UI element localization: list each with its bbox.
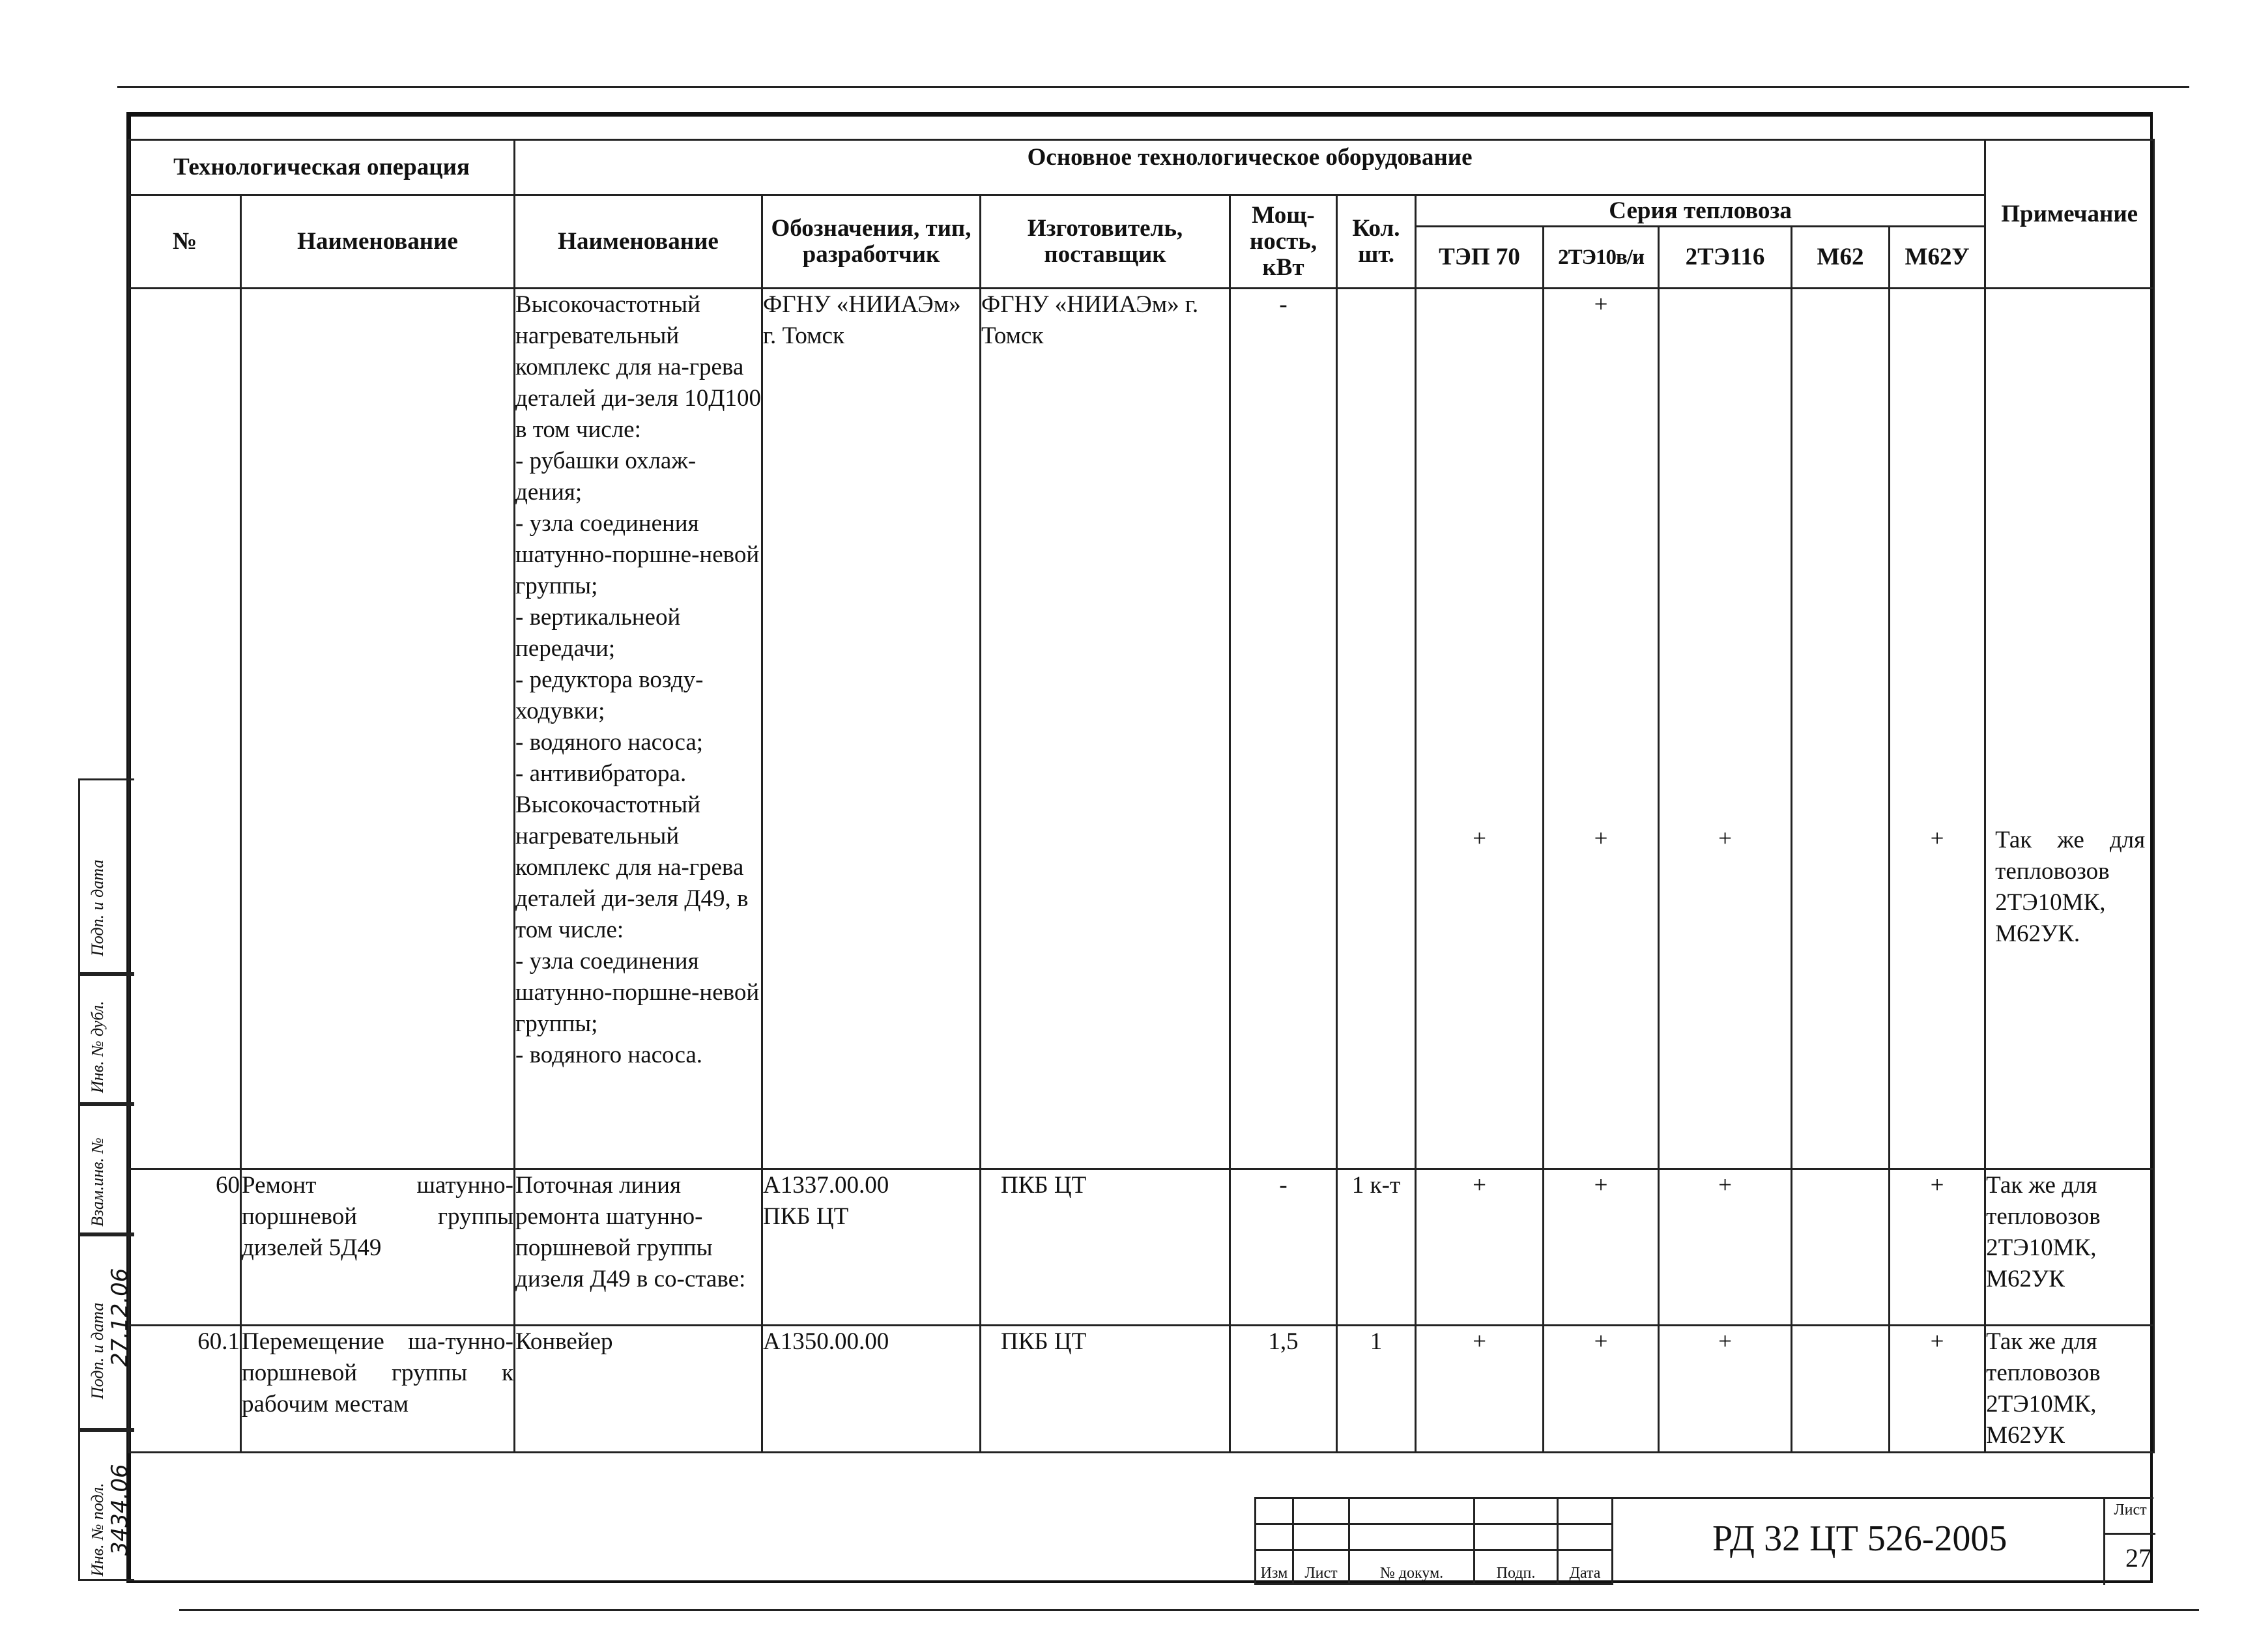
row-no: 60 xyxy=(129,1169,241,1326)
equipment-table xyxy=(128,139,2155,1453)
header-col-manufacturer: Изготовитель, поставщик xyxy=(981,195,1230,289)
header-col-designation: Обозначения, тип, разработчик xyxy=(762,195,981,289)
top-rule-line xyxy=(117,86,2189,88)
row-power: - xyxy=(1230,1169,1337,1326)
row-manufacturer: ФГНУ «НИИАЭм» г. Томск xyxy=(981,289,1230,1169)
row-operation-name xyxy=(241,289,515,1169)
sheet-number: 27 xyxy=(2125,1543,2151,1573)
row-operation-name: Перемещение ша-тунно-поршневой группы к рабочим местам xyxy=(241,1326,515,1453)
header-col-no: № xyxy=(129,195,241,289)
series-cell-2te116: + xyxy=(1659,1169,1792,1326)
header-col-qty: Кол. шт. xyxy=(1337,195,1416,289)
row-designation: А1350.00.00 xyxy=(762,1326,981,1453)
header-row-1 xyxy=(129,140,2154,195)
header-row-2 xyxy=(129,195,2154,227)
side-strip-sign-date-2 xyxy=(78,1234,134,1430)
row-note: Так же для тепловозов 2ТЭ10МК, М62УК xyxy=(1985,1326,2154,1453)
table-row xyxy=(129,1169,2154,1326)
series-cell-m62 xyxy=(1792,289,1890,1169)
bottom-rule-line xyxy=(179,1609,2199,1611)
row-power: - xyxy=(1230,289,1337,1169)
stamp-label: Подп. xyxy=(1475,1550,1558,1584)
side-label: Инв. № подл. xyxy=(88,1483,107,1576)
doc-code: РД 32 ЦТ 526-2005 xyxy=(1712,1518,2007,1559)
row-qty: 1 xyxy=(1337,1326,1416,1453)
series-cell-tep70: + xyxy=(1416,1326,1544,1453)
row-no xyxy=(129,289,241,1169)
revision-grid xyxy=(1254,1497,1613,1585)
sheet-box xyxy=(2103,1499,2155,1585)
header-main-equipment: Основное технологическое оборудование xyxy=(515,140,1985,195)
side-strip-inv-dupl xyxy=(78,974,134,1104)
row-designation: ФГНУ «НИИАЭм» г. Томск xyxy=(762,289,981,1169)
header-note: Примечание xyxy=(1985,140,2154,289)
sheet-label: Лист xyxy=(2114,1502,2147,1518)
row-manufacturer: ПКБ ЦТ xyxy=(981,1326,1230,1453)
row-note xyxy=(1985,289,2154,1169)
header-col-series: Серия тепловоза xyxy=(1416,195,1985,227)
side-strip-sign-date-1 xyxy=(78,778,134,974)
title-block xyxy=(1254,1497,2153,1583)
header-series-m62: М62 xyxy=(1792,227,1890,289)
plus-mark: + xyxy=(1930,825,1944,852)
plus-mark: + xyxy=(1718,825,1732,852)
header-series-tep70: ТЭП 70 xyxy=(1416,227,1544,289)
header-series-2te10: 2ТЭ10в/и xyxy=(1544,227,1659,289)
plus-mark: + xyxy=(1594,825,1608,852)
stamp-label: Дата xyxy=(1558,1550,1613,1584)
row-note: Так же для тепловозов 2ТЭ10МК, М62УК xyxy=(1985,1169,2154,1326)
header-tech-operation: Технологическая операция xyxy=(129,140,515,195)
series-cell-m62u xyxy=(1890,289,1985,1169)
series-cell-tep70 xyxy=(1416,289,1544,1169)
stamp-label: № докум. xyxy=(1349,1550,1475,1584)
series-cell-m62 xyxy=(1792,1326,1890,1453)
series-cell-tep70: + xyxy=(1416,1169,1544,1326)
sheet-divider xyxy=(2105,1533,2155,1535)
side-label: Инв. № дубл. xyxy=(88,1001,107,1093)
row-operation-name: Ремонт шатунно-поршневой группы дизелей 5Д49 xyxy=(241,1169,515,1326)
series-cell-m62 xyxy=(1792,1169,1890,1326)
stamp-divider xyxy=(1611,1499,1613,1585)
plus-mark: + xyxy=(1473,825,1486,852)
series-cell-m62u: + xyxy=(1890,1169,1985,1326)
side-strip-vzam-inv xyxy=(78,1104,134,1234)
series-cell-2te10: + xyxy=(1544,1169,1659,1326)
row-equipment-name: Конвейер xyxy=(515,1326,762,1453)
header-col-power: Мощ-ность, кВт xyxy=(1230,195,1337,289)
row-no: 60.1 xyxy=(129,1326,241,1453)
series-cell-2te116 xyxy=(1659,289,1792,1169)
header-series-m62u: М62У xyxy=(1890,227,1985,289)
handwritten-number: 3434.06 xyxy=(107,1464,133,1556)
series-cell-m62u: + xyxy=(1890,1326,1985,1453)
handwritten-date: 27.12.06 xyxy=(107,1268,133,1367)
side-label: Подп. и дата xyxy=(88,1302,107,1399)
note-text: Так же для тепловозов 2ТЭ10МК, М62УК. xyxy=(1995,827,2146,947)
header-col-eq-name: Наименование xyxy=(515,195,762,289)
header-series-2te116: 2ТЭ116 xyxy=(1659,227,1792,289)
row-qty: 1 к-т xyxy=(1337,1169,1416,1326)
stamp-label: Изм xyxy=(1256,1550,1293,1584)
plus-mark: + xyxy=(1594,291,1608,318)
table-row xyxy=(129,1326,2154,1453)
table-row xyxy=(129,289,2154,1169)
header-col-name: Наименование xyxy=(241,195,515,289)
series-cell-2te116: + xyxy=(1659,1326,1792,1453)
row-qty xyxy=(1337,289,1416,1169)
row-equipment-name: Поточная линия ремонта шатунно-поршневой группы дизеля Д49 в со-ставе: xyxy=(515,1169,762,1326)
row-manufacturer: ПКБ ЦТ xyxy=(981,1169,1230,1326)
row-designation: А1337.00.00 ПКБ ЦТ xyxy=(762,1169,981,1326)
series-cell-2te10 xyxy=(1544,289,1659,1169)
side-label: Подп. и дата xyxy=(88,859,107,956)
row-power: 1,5 xyxy=(1230,1326,1337,1453)
stamp-label: Лист xyxy=(1293,1550,1349,1584)
row-equipment-name: Высокочастотный нагревательный комплекс для на-грева деталей ди-зеля 10Д100 в том числе: - рубашки охлаж-дения; - узла соединения шатунно-поршне-невой группы; - вертикальнеой передачи; - редуктора возду-ходувки; - водяного насоса; - антивибратора. Высокочастотный нагревательный комплекс для на-грева деталей ди-зеля Д49, в том числе: - узла соединения шатунно-поршне-невой группы; - водяного насоса. xyxy=(515,289,762,1169)
side-strip-inv-orig xyxy=(78,1430,134,1581)
series-cell-2te10: + xyxy=(1544,1326,1659,1453)
side-label: Взам.инв. № xyxy=(88,1137,107,1227)
